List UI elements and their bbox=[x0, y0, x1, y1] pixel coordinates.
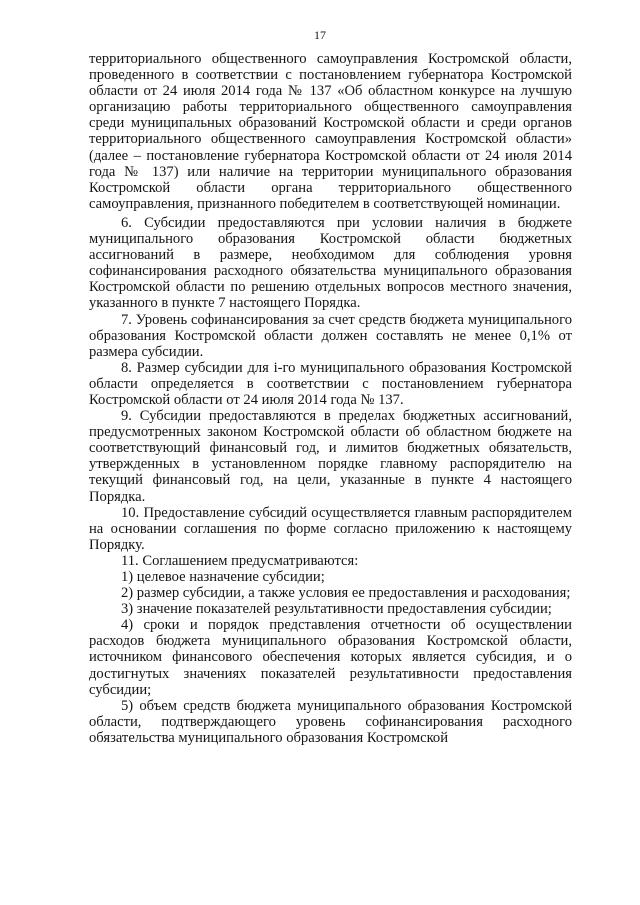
paragraph-item-11: 11. Соглашением предусматриваются: bbox=[121, 552, 359, 569]
paragraph-item-9: 9. Субсидии предоставляются в пределах бюджетных ассигнований, предусмотренных законом Костромской области об областном бюджете на соответствующий финансовый год, и лимитов бюджетных обязательств, утвержденных в установленном порядке главному распорядителю на текущий финансовый год, на цели, указанные в пункте 4 настоящего Порядка. bbox=[89, 408, 572, 505]
paragraph-item-10: 10. Предоставление субсидий осуществляется главным распорядителем на основании соглашения по форме согласно приложению к настоящему Порядку. bbox=[89, 504, 572, 553]
subitem-1: 1) целевое назначение субсидии; bbox=[121, 569, 325, 585]
document-body bbox=[89, 51, 572, 746]
page-number: 17 bbox=[314, 28, 326, 42]
subitem-5: 5) объем средств бюджета муниципального образования Костромской области, подтверждающего уровень софинансирования расходного обязательства муниципального образования Костромской bbox=[89, 697, 572, 746]
paragraph-item-8: 8. Размер субсидии для i-го муниципального образования Костромской области определяется в соответствии с постановлением губернатора Костромской области от 24 июля 2014 года № 137. bbox=[89, 359, 572, 408]
paragraph-item-7: 7. Уровень софинансирования за счет средств бюджета муниципального образования Костромской области должен составлять не менее 0,1% от размера субсидии. bbox=[89, 311, 572, 360]
subitem-2: 2) размер субсидии, а также условия ее предоставления и расходования; bbox=[121, 585, 571, 602]
paragraph-item-6: 6. Субсидии предоставляются при условии наличия в бюджете муниципального образования Костромской области бюджетных ассигнований в размере, необходимом для соблюдения уровня софинансирования расходного обязательства муниципального образования Костромской области по решению отдельных вопросов местного значения, указанного в пункте 7 настоящего Порядка. bbox=[89, 214, 572, 312]
paragraph-continuation: территориального общественного самоуправления Костромской области, проведенного в соответствии с постановлением губернатора Костромской области от 24 июля 2014 года № 137 «Об областном конкурсе на лучшую организацию работы территориального общественного самоуправления среди муниципальных образований Костромской области и среди органов территориального общественного самоуправления Костромской области» (далее – постановление губернатора Костромской области от 24 июля 2014 года № 137) или наличие на территории муниципального образования Костромской области органа территориального общественного самоуправления, признанного победителем в соответствующей номинации. bbox=[89, 51, 572, 212]
subitem-3: 3) значение показателей результативности предоставления субсидии; bbox=[121, 601, 552, 618]
subitem-4: 4) сроки и порядок представления отчетности об осуществлении расходов бюджета муниципального образования Костромской области, источником финансового обеспечения которых является субсидия, и о достигнутых значениях показателей результативности предоставления субсидии; bbox=[89, 617, 572, 698]
